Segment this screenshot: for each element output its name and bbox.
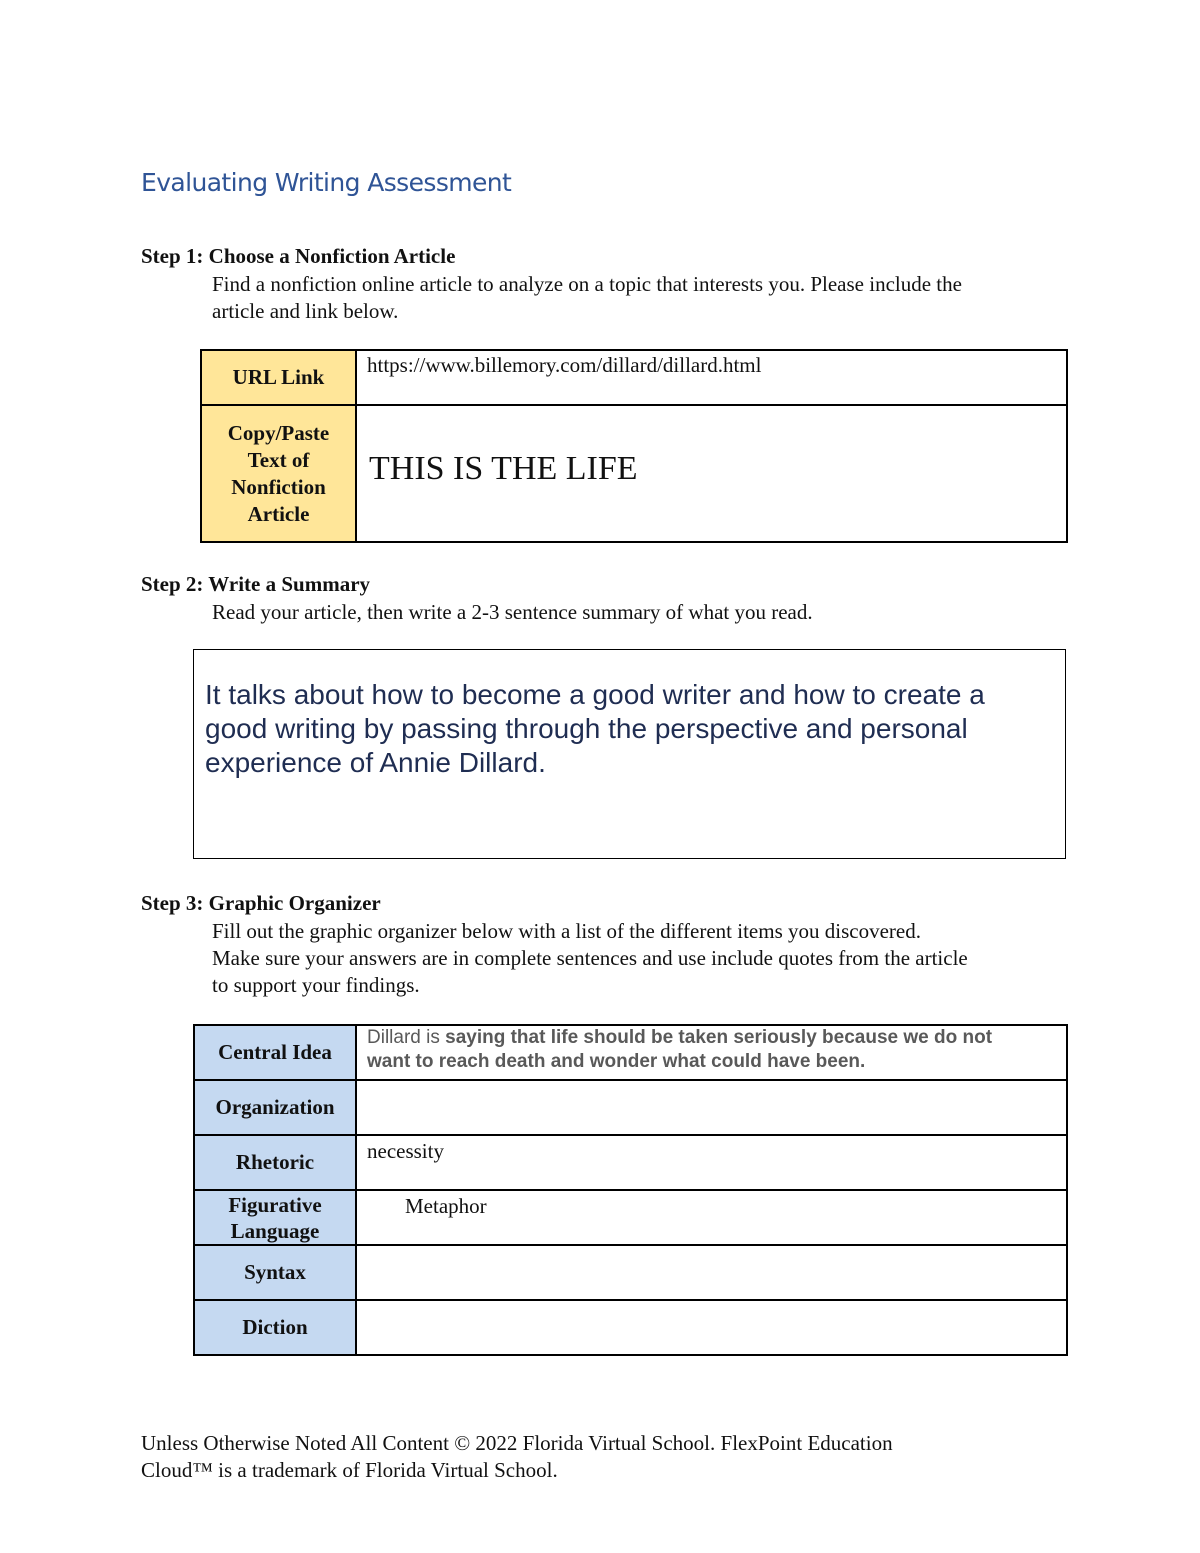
- central-idea-line: [367, 1050, 1056, 1074]
- step2-heading: Step 2: Write a Summary: [141, 572, 371, 596]
- summary-line: It talks about how to become a good writer and how to create a: [205, 679, 985, 710]
- url-link-label: [201, 350, 356, 405]
- central-idea-label: Central Idea: [194, 1025, 356, 1080]
- article-text-label: [201, 405, 356, 542]
- figurative-language-label: [194, 1190, 356, 1245]
- diction-label: Diction: [194, 1300, 356, 1355]
- step3-description-line: to support your findings.: [212, 973, 420, 997]
- syntax-label: Syntax: [194, 1245, 356, 1300]
- article-table: [200, 349, 1068, 543]
- organization-label: Organization: [194, 1080, 356, 1135]
- step3-description-line: Fill out the graphic organizer below with a list of the different items you discovered.: [212, 919, 921, 943]
- figurative-language-value[interactable]: Metaphor: [356, 1190, 1067, 1245]
- step1-description: [212, 271, 962, 325]
- summary-box[interactable]: [193, 649, 1066, 859]
- step2-description: Read your article, then write a 2-3 sentence summary of what you read.: [212, 600, 813, 624]
- step3-description: [212, 918, 968, 999]
- footer-line: Cloud™ is a trademark of Florida Virtual School.: [141, 1458, 558, 1482]
- organization-value[interactable]: [356, 1080, 1067, 1135]
- central-idea-value[interactable]: [356, 1025, 1067, 1080]
- rhetoric-label: Rhetoric: [194, 1135, 356, 1190]
- article-text-value[interactable]: THIS IS THE LIFE: [356, 405, 1067, 542]
- step3-heading: Step 3: Graphic Organizer: [141, 891, 381, 915]
- step1-description-line: Find a nonfiction online article to analyze on a topic that interests you. Please include the: [212, 272, 962, 296]
- article-text-label-line: Nonfiction: [231, 474, 326, 499]
- figurative-language-label-line: Language: [230, 1218, 320, 1243]
- step1-description-line: article and link below.: [212, 299, 399, 323]
- article-text-label-line: Article: [247, 501, 310, 526]
- central-idea-line2: want to reach death and wonder what could have been.: [367, 1051, 866, 1072]
- footer-line: Unless Otherwise Noted All Content © 2022 Florida Virtual School. FlexPoint Education: [141, 1431, 893, 1455]
- url-link-value[interactable]: https://www.billemory.com/dillard/dillard.html: [356, 350, 1067, 405]
- copyright-footer: [141, 1430, 893, 1484]
- summary-line: experience of Annie Dillard.: [205, 747, 546, 778]
- summary-line: good writing by passing through the perspective and personal: [205, 713, 968, 744]
- graphic-organizer-table: [193, 1024, 1068, 1356]
- rhetoric-value[interactable]: necessity: [356, 1135, 1067, 1190]
- step1-heading: Step 1: Choose a Nonfiction Article: [141, 244, 456, 268]
- figurative-language-label-line: Figurative: [228, 1192, 322, 1217]
- central-idea-line: [367, 1026, 1056, 1050]
- syntax-value[interactable]: [356, 1245, 1067, 1300]
- central-idea-line1-rest: saying that life should be taken seriously because we do not: [445, 1027, 993, 1048]
- article-text-label-line: Text of: [247, 447, 310, 472]
- central-idea-prefix: Dillard is: [367, 1027, 446, 1048]
- article-text-label-line: Copy/Paste: [227, 420, 330, 445]
- step3-description-line: Make sure your answers are in complete sentences and use include quotes from the article: [212, 946, 968, 970]
- diction-value[interactable]: [356, 1300, 1067, 1355]
- page-title: Evaluating Writing Assessment: [141, 168, 512, 197]
- url-link-label-text: URL Link: [232, 365, 325, 389]
